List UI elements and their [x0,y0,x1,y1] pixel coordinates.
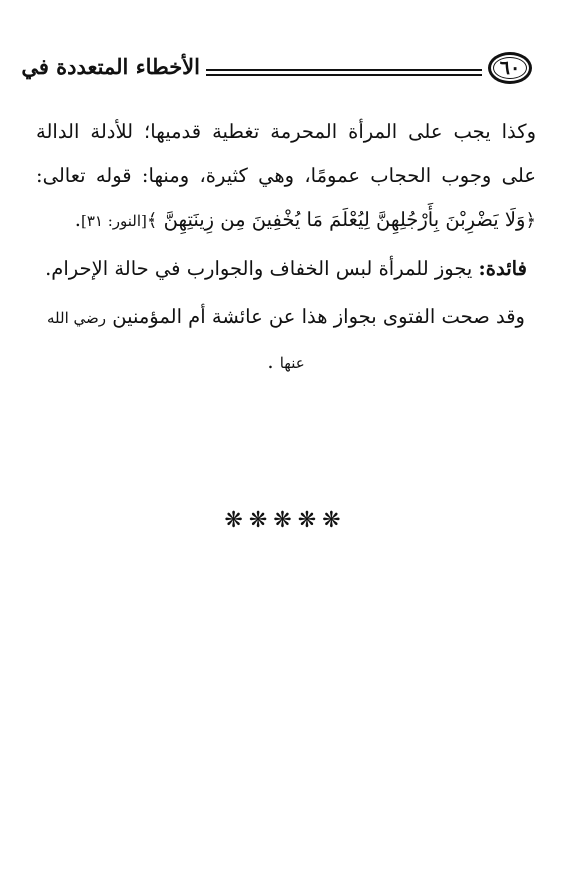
quran-verse-start: وَلَا يَضْرِبْنَ [445,208,526,231]
section-divider-stars: ❋❋❋❋❋ [224,508,347,533]
honorific: رضي الله عنها [47,309,305,372]
quran-verse-end: بِأَرْجُلِهِنَّ لِيُعْلَمَ مَا يُخْفِينَ مِن زِينَتِهِنَّ [163,208,440,231]
paragraph-3-end: . [267,350,274,373]
paragraph-1-line-1: وكذا يجب على المرأة المحرمة تغطية قدميها؛ للأدلة الدالة على [36,120,537,187]
header-rule [206,69,482,76]
paragraph-3 [36,295,536,385]
page-number-badge [488,52,532,84]
page-number: ٦٠ [499,57,521,79]
paragraph-1-line-2: وجوب الحجاب عمومًا، وهي كثيرة، ومنها: قوله تعالى: [36,164,492,187]
note-label: فائدة: [478,257,527,280]
quran-open-bracket: ﴿ [525,210,536,231]
note-text: يجوز للمرأة لبس الخفاف والجوارب في حالة الإحرام. [45,257,473,280]
quran-reference: [النور: ٣١] [80,212,147,230]
note-paragraph [36,247,536,291]
quran-close-bracket: ﴾ [146,210,158,231]
paragraph-1-end: . [74,208,81,231]
page-header [21,50,536,94]
header-title: الأخطاء المتعددة في [21,54,200,79]
paragraph-3-text: وقد صحت الفتوى بجواز هذا عن عائشة أم المؤمنين [112,305,525,328]
paragraph-1 [36,110,536,243]
body-text [36,110,536,385]
